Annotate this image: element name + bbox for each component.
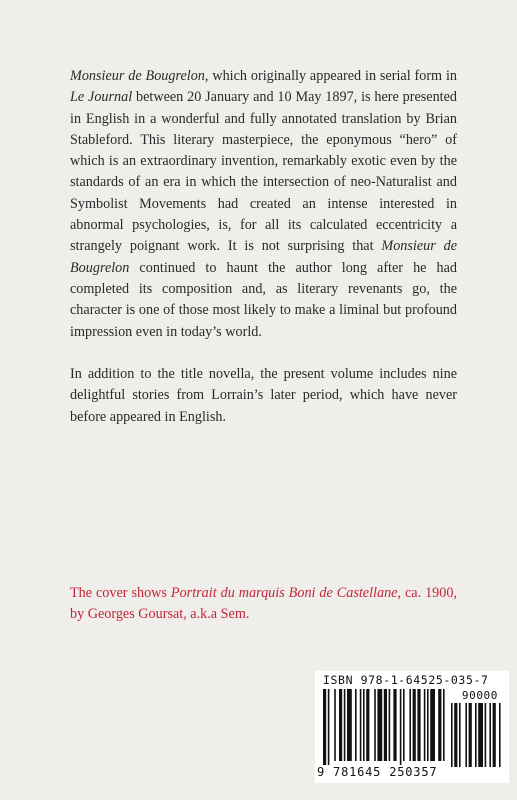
barcode-addon-bar <box>493 703 496 767</box>
barcode-bar <box>409 689 411 761</box>
barcode-addon-bar <box>499 703 501 767</box>
barcode-bar <box>334 689 336 761</box>
barcode-bar <box>384 689 387 761</box>
barcode-bar <box>374 689 376 761</box>
barcode-bar <box>403 689 405 761</box>
barcode-bar <box>363 689 365 761</box>
barcode-bar <box>355 689 357 761</box>
barcode-bar <box>413 689 416 761</box>
newspaper-title-italic: Le Journal <box>70 89 133 106</box>
barcode-addon-bar <box>478 703 483 767</box>
barcode-bar <box>344 689 346 761</box>
barcode-addon-bar <box>489 703 491 767</box>
barcode-bar <box>424 689 426 761</box>
painting-title-italic: Portrait du marquis Boni de Castellane <box>170 585 398 601</box>
barcode-bar <box>339 689 342 761</box>
book-title-italic: Monsieur de Bougrelon <box>70 68 205 84</box>
barcode-bar <box>438 689 441 761</box>
price-code: 90000 <box>461 689 498 702</box>
barcode-bar <box>377 689 382 761</box>
cover-credit <box>70 583 457 626</box>
barcode-addon-bar <box>454 703 457 767</box>
description-paragraph-2: In addition to the title novella, the present volume includes nine delightful stories from Lorrain’s later period, which have never before appeared in English. <box>70 366 457 425</box>
cover-credit-text: The cover shows <box>70 585 171 601</box>
description-paragraph-1 <box>70 66 457 343</box>
barcode-addon-bar <box>485 703 487 767</box>
description-text: continued to haunt the author long after he had completed its composition and, as literary revenants go, the character is one of those most likely to make a liminal but profound impression even in today’s world. <box>70 259 457 340</box>
barcode-addon-bar <box>451 703 453 767</box>
cover-credit-text: , ca. 1900, by Georges Goursat, a.k.a Sem. <box>70 585 457 623</box>
barcode-bar <box>323 689 326 767</box>
barcode-bar <box>347 689 352 761</box>
barcode-bar <box>427 689 429 761</box>
barcode-bar <box>417 689 420 761</box>
barcode-bar <box>443 689 445 761</box>
barcode-addon-bar <box>459 703 461 767</box>
barcode-digits: 9 781645 250357 <box>317 765 438 779</box>
description-text: between 20 January and 10 May 1897, is here presented in English in a wonderful and fully annotated translation by Brian Stableford. This literary masterpiece, the eponymous “hero” of which is an extraordinary invention, remarkably exotic even by the standards of an era in which the intersection of neo-Naturalist and Symbolist Movements had created an intense interested in abnormal psychologies, is, for all its calculated eccentricity a strangely poignant work. It is not surprising that <box>70 89 457 255</box>
barcode-bar <box>400 689 402 767</box>
description-text: , which originally appeared in serial form in <box>204 68 458 84</box>
barcode-bar <box>366 689 369 761</box>
barcode-addon-bar <box>469 703 472 767</box>
barcode-bar <box>360 689 362 761</box>
barcode-addon-bar <box>475 703 477 767</box>
isbn-label: ISBN 978-1-64525-035-7 <box>323 673 489 687</box>
barcode-bar <box>430 689 435 761</box>
book-title-italic: Monsieur de Bougrelon <box>70 238 457 276</box>
barcode-bar <box>328 689 330 767</box>
barcode-bar <box>389 689 391 761</box>
barcode-addon-bar <box>465 703 467 767</box>
barcode-bar <box>393 689 396 761</box>
isbn-barcode <box>315 671 509 783</box>
